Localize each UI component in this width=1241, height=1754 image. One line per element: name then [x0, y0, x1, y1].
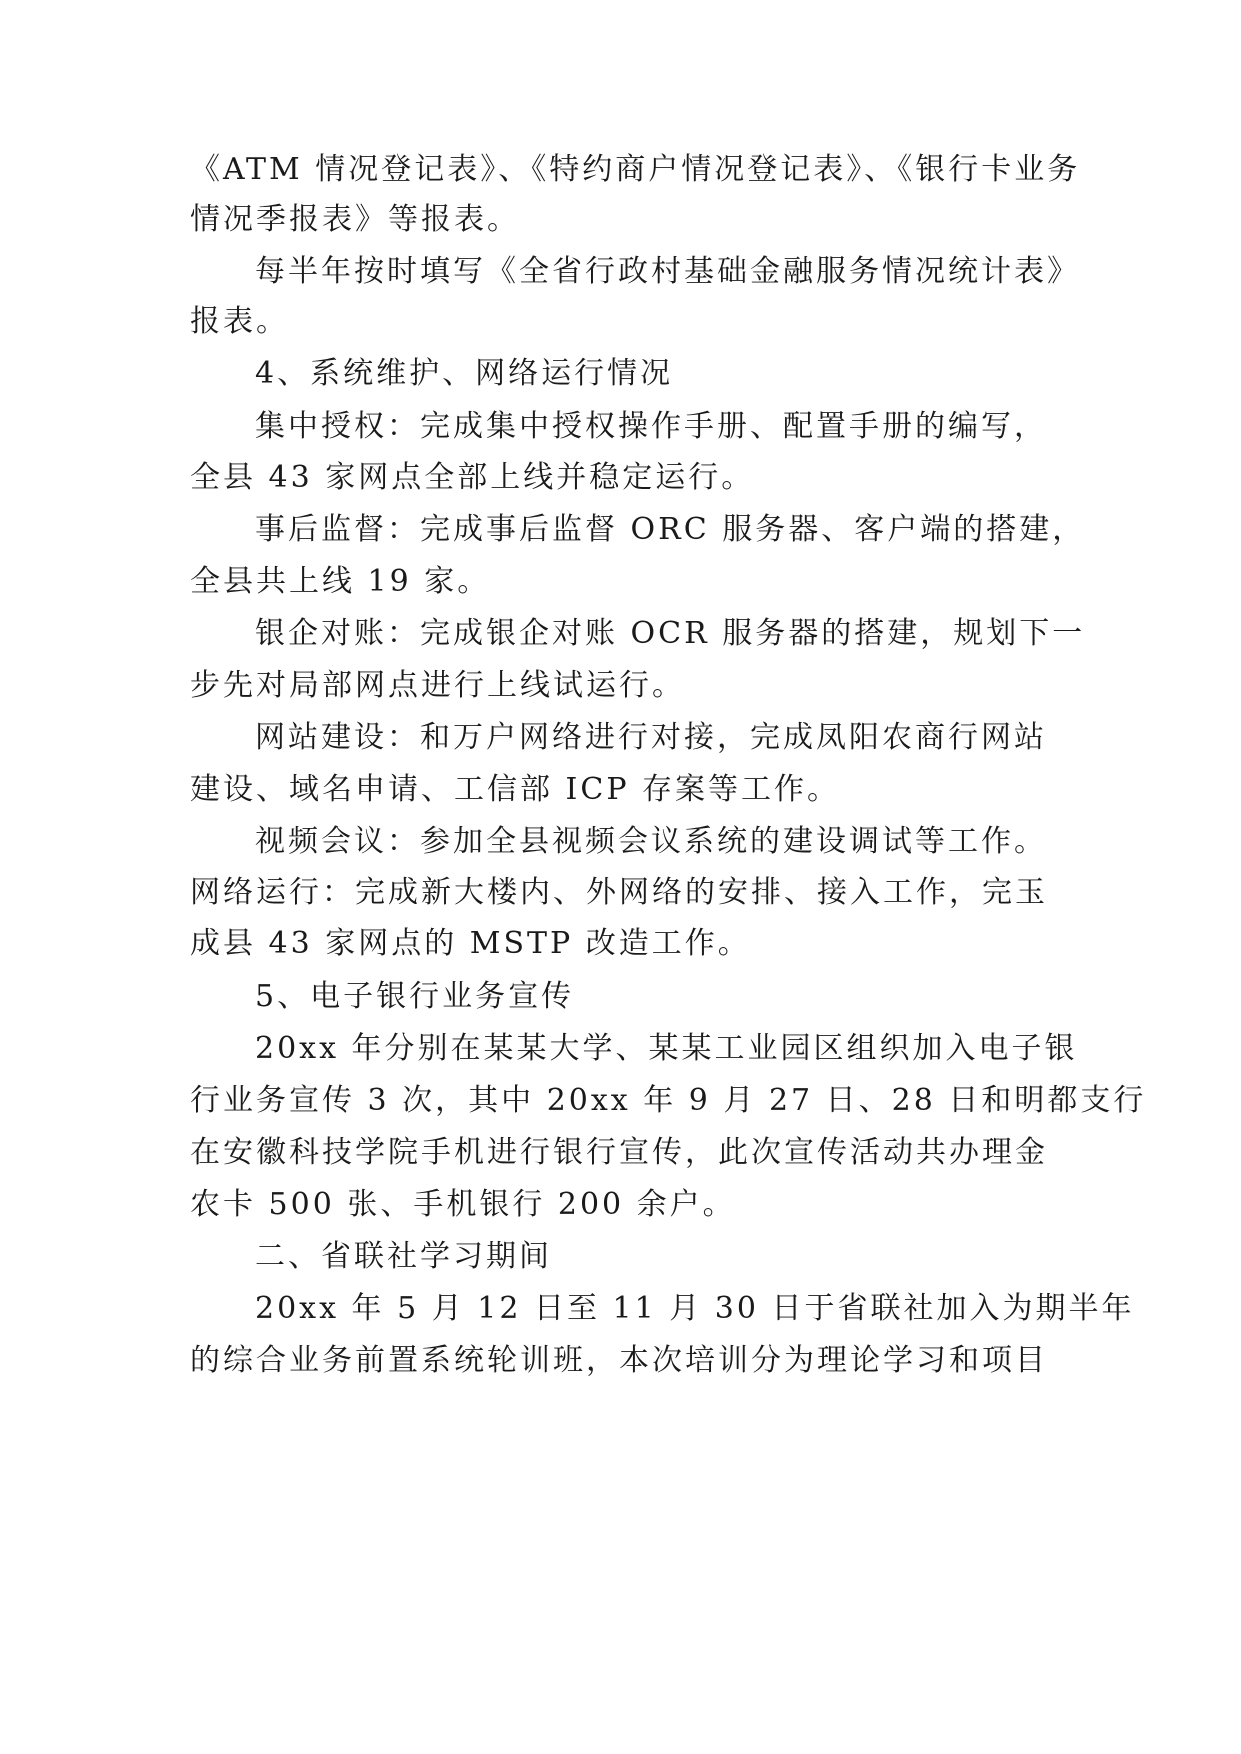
text-line: 20xx 年 5 月 12 日至 11 月 30 日于省联社加入为期半年: [255, 1291, 1135, 1326]
text-line: 每半年按时填写《全省行政村基础金融服务情况统计表》: [255, 254, 1080, 289]
text-line: 农卡 500 张、手机银行 200 余户。: [190, 1187, 736, 1222]
text-line: 成县 43 家网点的 MSTP 改造工作。: [190, 926, 751, 961]
text-line: 的综合业务前置系统轮训班，本次培训分为理论学习和项目: [190, 1343, 1048, 1378]
text-line: 事后监督：完成事后监督 ORC 服务器、客户端的搭建，: [255, 512, 1086, 547]
text-line: 集中授权：完成集中授权操作手册、配置手册的编写，: [255, 409, 1047, 444]
text-line: 步先对局部网点进行上线试运行。: [190, 668, 685, 703]
section-heading: 4、系统维护、网络运行情况: [255, 356, 674, 391]
text-line: 20xx 年分别在某某大学、某某工业园区组织加入电子银: [255, 1031, 1078, 1066]
text-line: 银企对账：完成银企对账 OCR 服务器的搭建，规划下一: [255, 616, 1086, 651]
text-line: 网站建设：和万户网络进行对接，完成凤阳农商行网站: [255, 720, 1047, 755]
section-heading: 5、电子银行业务宣传: [255, 979, 575, 1014]
section-heading: 二、省联社学习期间: [255, 1239, 552, 1274]
text-line: 网络运行：完成新大楼内、外网络的安排、接入工作，完玉: [190, 875, 1048, 910]
text-line: 视频会议：参加全县视频会议系统的建设调试等工作。: [255, 824, 1047, 859]
text-line: 全县共上线 19 家。: [190, 564, 491, 599]
text-line: 在安徽科技学院手机进行银行宣传，此次宣传活动共办理金: [190, 1135, 1048, 1170]
text-line: 全县 43 家网点全部上线并稳定运行。: [190, 460, 755, 495]
text-line: 《ATM 情况登记表》、《特约商户情况登记表》、《银行卡业务: [190, 152, 1081, 187]
text-line: 行业务宣传 3 次，其中 20xx 年 9 月 27 日、28 日和明都支行: [190, 1083, 1147, 1118]
text-line: 情况季报表》等报表。: [190, 202, 520, 237]
text-line: 建设、域名申请、工信部 ICP 存案等工作。: [190, 772, 841, 807]
text-line: 报表。: [190, 304, 289, 339]
